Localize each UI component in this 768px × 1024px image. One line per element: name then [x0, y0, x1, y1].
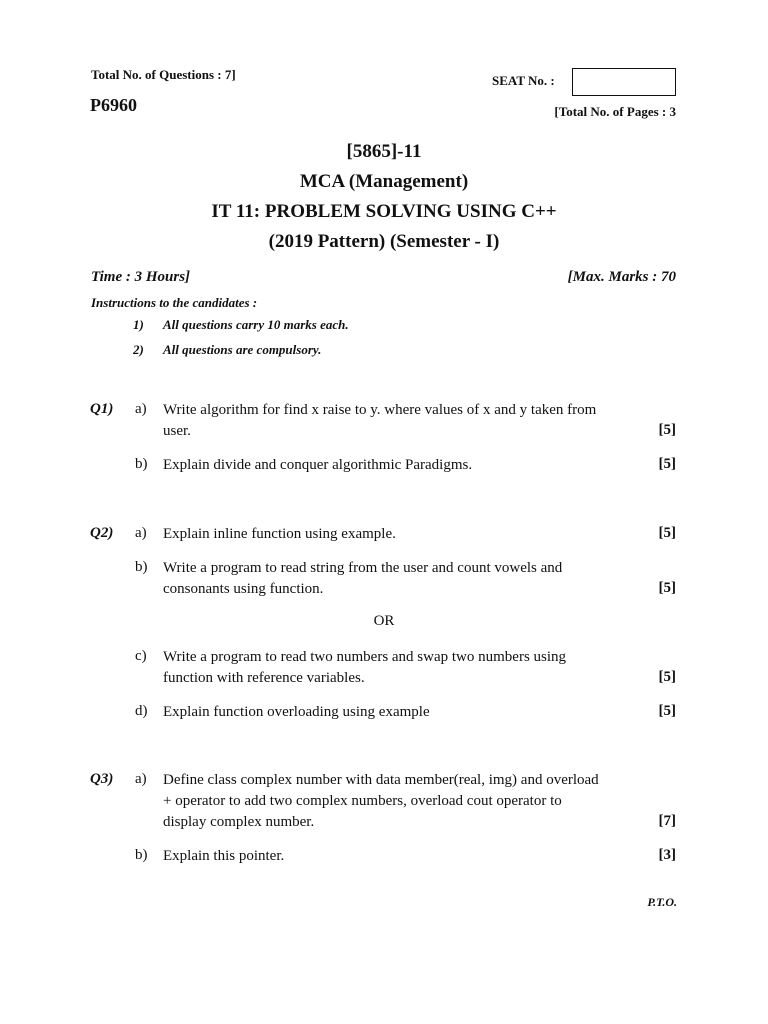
- question-text: Write a program to read string from the user and count vowels and: [163, 560, 563, 576]
- part-label: b): [135, 456, 148, 472]
- question-text: Define class complex number with data member(real, img) and overload: [163, 772, 599, 788]
- seat-number-box[interactable]: [572, 68, 676, 96]
- total-pages-label: [Total No. of Pages : 3: [554, 104, 676, 119]
- question-text: Explain function overloading using example: [163, 704, 430, 720]
- part-label: b): [135, 559, 148, 575]
- max-marks-label: [Max. Marks : 70: [567, 269, 676, 285]
- course-title: MCA (Management): [299, 171, 469, 192]
- marks: [5]: [658, 580, 676, 596]
- instructions-heading: Instructions to the candidates :: [91, 295, 258, 310]
- time-label: Time : 3 Hours]: [91, 269, 191, 285]
- question-label: Q3): [90, 771, 114, 787]
- pto-label: P.T.O.: [647, 895, 677, 909]
- part-label: c): [135, 648, 147, 664]
- question-text: user.: [163, 423, 191, 439]
- part-label: a): [135, 401, 147, 417]
- part-label: a): [135, 525, 147, 541]
- instruction-num: 2): [133, 342, 144, 357]
- part-label: d): [135, 703, 148, 719]
- part-label: b): [135, 847, 148, 863]
- question-text: display complex number.: [163, 814, 315, 830]
- question-text: function with reference variables.: [163, 670, 365, 686]
- or-separator: OR: [373, 613, 395, 629]
- marks: [7]: [658, 813, 676, 829]
- question-label: Q1): [90, 401, 114, 417]
- paper-code: P6960: [90, 95, 137, 115]
- marks: [5]: [658, 525, 676, 541]
- question-text: + operator to add two complex numbers, overload cout operator to: [163, 793, 562, 809]
- pattern-title: (2019 Pattern) (Semester - I): [268, 231, 500, 252]
- marks: [5]: [658, 669, 676, 685]
- instruction-text: All questions carry 10 marks each.: [163, 317, 349, 332]
- marks: [5]: [658, 456, 676, 472]
- question-text: Write a program to read two numbers and swap two numbers using: [163, 649, 567, 665]
- subject-title: IT 11: PROBLEM SOLVING USING C++: [211, 201, 557, 222]
- marks: [5]: [658, 703, 676, 719]
- question-text: consonants using function.: [163, 581, 324, 597]
- seat-label: SEAT No. :: [492, 73, 555, 88]
- instruction-num: 1): [133, 317, 144, 332]
- question-label: Q2): [90, 525, 114, 541]
- marks: [5]: [658, 422, 676, 438]
- question-text: Explain inline function using example.: [163, 526, 396, 542]
- exam-code: [5865]-11: [346, 141, 422, 162]
- question-text: Explain divide and conquer algorithmic Paradigms.: [163, 457, 473, 473]
- part-label: a): [135, 771, 147, 787]
- question-text: Explain this pointer.: [163, 848, 285, 864]
- instruction-text: All questions are compulsory.: [163, 342, 322, 357]
- question-text: Write algorithm for find x raise to y. where values of x and y taken from: [163, 402, 597, 418]
- marks: [3]: [658, 847, 676, 863]
- total-questions-label: Total No. of Questions : 7]: [91, 67, 236, 82]
